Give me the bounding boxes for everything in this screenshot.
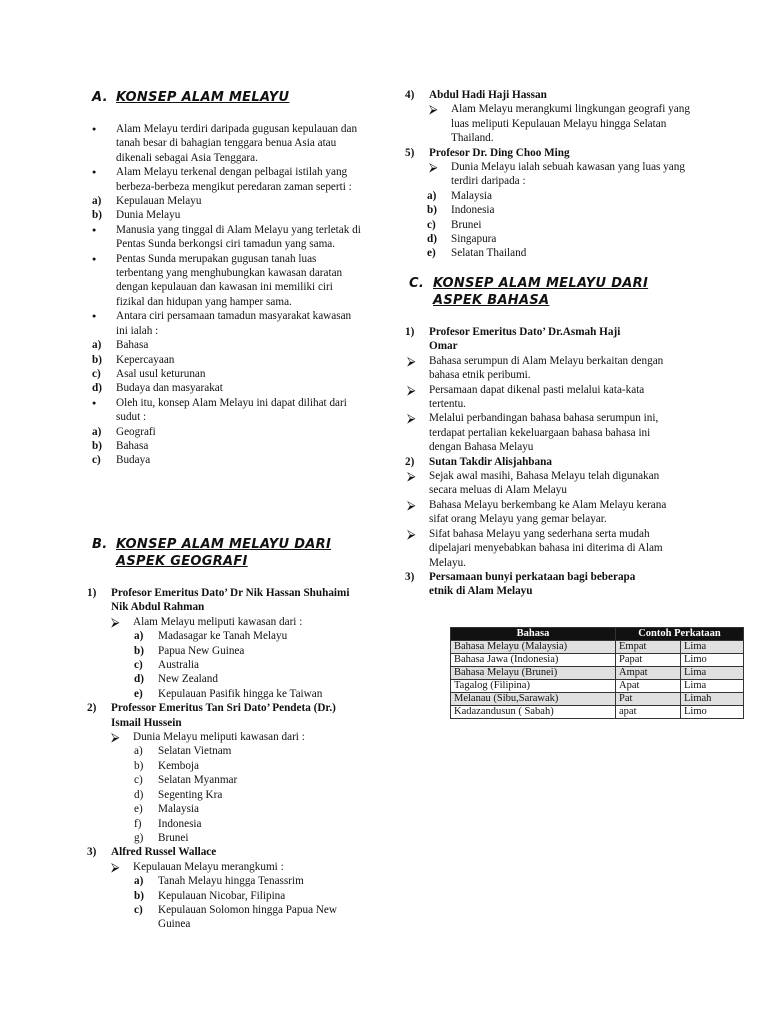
- list-item: c) Selatan Myanmar: [134, 774, 238, 787]
- list-item: e) Selatan Thailand: [427, 247, 527, 260]
- section-c-title-line1: KONSEP ALAM MELAYU DARI: [433, 276, 649, 291]
- arrow-bullet-icon: ⮚: [111, 614, 120, 629]
- table-row: Tagalog (Filipina) Apat Lima: [451, 680, 744, 693]
- list-item: c) Asal usul keturunan: [92, 367, 206, 380]
- list-item: 5) Profesor Dr. Ding Choo Ming: [405, 146, 570, 159]
- arrow-bullet-icon: ⮚: [429, 160, 438, 175]
- section-a-letter: A.: [92, 90, 108, 105]
- section-a-title: KONSEP ALAM MELAYU: [116, 90, 290, 105]
- arrow-bullet-icon: ⮚: [407, 411, 416, 426]
- section-c-letter: C.: [409, 276, 425, 291]
- list-item: 1) Profesor Emeritus Dato’ Dr Nik Hassan Shuhaimi Nik Abdul Rahman: [87, 587, 350, 614]
- list-item: ⮚ Dunia Melayu meliputi kawasan dari :: [111, 730, 305, 745]
- list-item: ⮚ Alam Melayu meliputi kawasan dari :: [111, 614, 303, 629]
- list-item: c) Brunei: [427, 218, 482, 231]
- list-item: c) Australia: [134, 659, 200, 672]
- table-row: Bahasa Jawa (Indonesia) Papat Limo: [451, 654, 744, 667]
- list-item: ● Alam Melayu terkenal dengan pelbagai istilah yang berbeza-berbeza mengikut peredaran zaman seperti :: [92, 165, 364, 194]
- section-b-title-line1: KONSEP ALAM MELAYU DARI: [116, 537, 332, 552]
- arrow-bullet-icon: ⮚: [407, 382, 416, 397]
- list-item: ● Alam Melayu terdiri daripada gugusan kepulauan dan tanah besar di bahagian tenggara benua Asia atau dikenali sebagai Asia Tenggara.: [92, 122, 364, 165]
- list-item: ⮚ Dunia Melayu ialah sebuah kawasan yang luas yang terdiri daripada :: [429, 160, 685, 188]
- list-item: c) Kepulauan Solomon hingga Papua New Guinea: [134, 903, 337, 931]
- section-a-heading: [92, 89, 372, 106]
- arrow-bullet-icon: ⮚: [407, 526, 416, 541]
- list-item: d) Segenting Kra: [134, 788, 223, 801]
- section-b-letter: B.: [92, 537, 108, 552]
- section-b-continued: [405, 88, 747, 261]
- list-item: 2) Professor Emeritus Tan Sri Dato’ Pendeta (Dr.) Ismail Hussein: [87, 702, 336, 729]
- section-b-title-line2: ASPEK GEOGRAFI: [116, 554, 248, 569]
- table-row: Melanau (Sibu,Sarawak) Pat Limah: [451, 693, 744, 706]
- table-header-bahasa: Bahasa: [451, 628, 616, 641]
- list-item: b) Kemboja: [134, 759, 200, 772]
- section-b-content: [87, 586, 364, 932]
- list-item: a) Selatan Vietnam: [134, 745, 232, 758]
- list-item: 2) Sutan Takdir Alisjahbana: [405, 455, 552, 468]
- list-item: ⮚ Sejak awal masihi, Bahasa Melayu telah digunakan secara meluas di Alam Melayu: [407, 469, 660, 497]
- list-item: a) Kepulauan Melayu: [92, 195, 202, 208]
- list-item: d) Singapura: [427, 233, 497, 246]
- list-item: ⮚ Bahasa serumpun di Alam Melayu berkaitan dengan bahasa etnik peribumi.: [407, 353, 664, 382]
- arrow-bullet-icon: ⮚: [407, 353, 416, 368]
- list-item: b) Kepercayaan: [92, 353, 175, 366]
- list-item: a) Geografi: [92, 425, 156, 438]
- list-item: d) Budaya dan masyarakat: [92, 382, 223, 395]
- list-item: b) Bahasa: [92, 439, 149, 452]
- list-item: b) Kepulauan Nicobar, Filipina: [134, 889, 286, 902]
- list-item: 3) Persamaan bunyi perkataan bagi beberapa etnik di Alam Melayu: [405, 570, 636, 598]
- list-item: ⮚ Kepulauan Melayu merangkumi :: [111, 859, 284, 874]
- list-item: a) Malaysia: [427, 189, 493, 202]
- list-item: ● Antara ciri persamaan tamadun masyarakat kawasan ini ialah :: [92, 309, 364, 338]
- list-item: a) Bahasa: [92, 339, 149, 352]
- word-comparison-table: [450, 627, 744, 719]
- list-item: b) Indonesia: [427, 204, 495, 217]
- list-item: ⮚ Bahasa Melayu berkembang ke Alam Melayu kerana sifat orang Melayu yang gemar belayar.: [407, 497, 667, 526]
- arrow-bullet-icon: ⮚: [407, 469, 416, 484]
- section-b-heading: [92, 536, 372, 570]
- arrow-bullet-icon: ⮚: [111, 859, 120, 874]
- table-header-contoh: Contoh Perkataan: [616, 628, 744, 641]
- list-item: e) Kepulauan Pasifik hingga ke Taiwan: [134, 687, 323, 700]
- list-item: d) New Zealand: [134, 673, 218, 686]
- table-row: Bahasa Melayu (Malaysia) Empat Lima: [451, 641, 744, 654]
- table-row: Kadazandusun ( Sabah) apat Limo: [451, 706, 744, 719]
- table-header-row: [451, 628, 744, 641]
- list-item: ⮚ Melalui perbandingan bahasa bahasa serumpun ini, terdapat pertalian kekeluargaan bahasa bahasa ini dengan Bahasa Melayu: [407, 411, 659, 454]
- section-c-heading: [409, 275, 709, 309]
- list-item: ● Pentas Sunda merupakan gugusan tanah luas terbentang yang menghubungkan kawasan daratan dengan kepulauan dan kawasan ini memiliki ciri fizikal dan hidupan yang hamper sama.: [92, 252, 364, 310]
- arrow-bullet-icon: ⮚: [429, 102, 438, 117]
- list-item: 3) Alfred Russel Wallace: [87, 846, 217, 859]
- list-item: a) Tanah Melayu hingga Tenassrim: [134, 875, 304, 888]
- list-item: b) Papua New Guinea: [134, 644, 245, 657]
- list-item: ⮚ Sifat bahasa Melayu yang sederhana serta mudah dipelajari menyebabkan bahasa ini diterima di Alam Melayu.: [407, 526, 663, 569]
- section-c-content: [405, 325, 673, 599]
- list-item: b) Dunia Melayu: [92, 209, 181, 222]
- list-item: ● Manusia yang tinggal di Alam Melayu yang terletak di Pentas Sunda berkongsi ciri tamadun yang sama.: [92, 223, 364, 252]
- arrow-bullet-icon: ⮚: [111, 730, 120, 745]
- list-item: 4) Abdul Hadi Haji Hassan: [405, 89, 547, 101]
- list-item: g) Brunei: [134, 831, 189, 844]
- section-a-bullets: [92, 122, 364, 468]
- list-item: ⮚ Persamaan dapat dikenal pasti melalui kata-kata tertentu.: [407, 382, 645, 411]
- section-c-title-line2: ASPEK BAHASA: [433, 293, 550, 308]
- list-item: ⮚ Alam Melayu merangkumi lingkungan geografi yang luas meliputi Kepulauan Melayu hingga Selatan Thailand.: [429, 102, 690, 145]
- list-item: f) Indonesia: [134, 817, 202, 830]
- list-item: c) Budaya: [92, 454, 151, 467]
- table-row: Bahasa Melayu (Brunei) Ampat Lima: [451, 667, 744, 680]
- arrow-bullet-icon: ⮚: [407, 497, 416, 512]
- list-item: ● Oleh itu, konsep Alam Melayu ini dapat dilihat dari sudut :: [92, 396, 364, 425]
- list-item: e) Malaysia: [134, 803, 200, 816]
- list-item: 1) Profesor Emeritus Dato’ Dr.Asmah Haji Omar: [405, 326, 621, 353]
- list-item: a) Madasagar ke Tanah Melayu: [134, 630, 288, 643]
